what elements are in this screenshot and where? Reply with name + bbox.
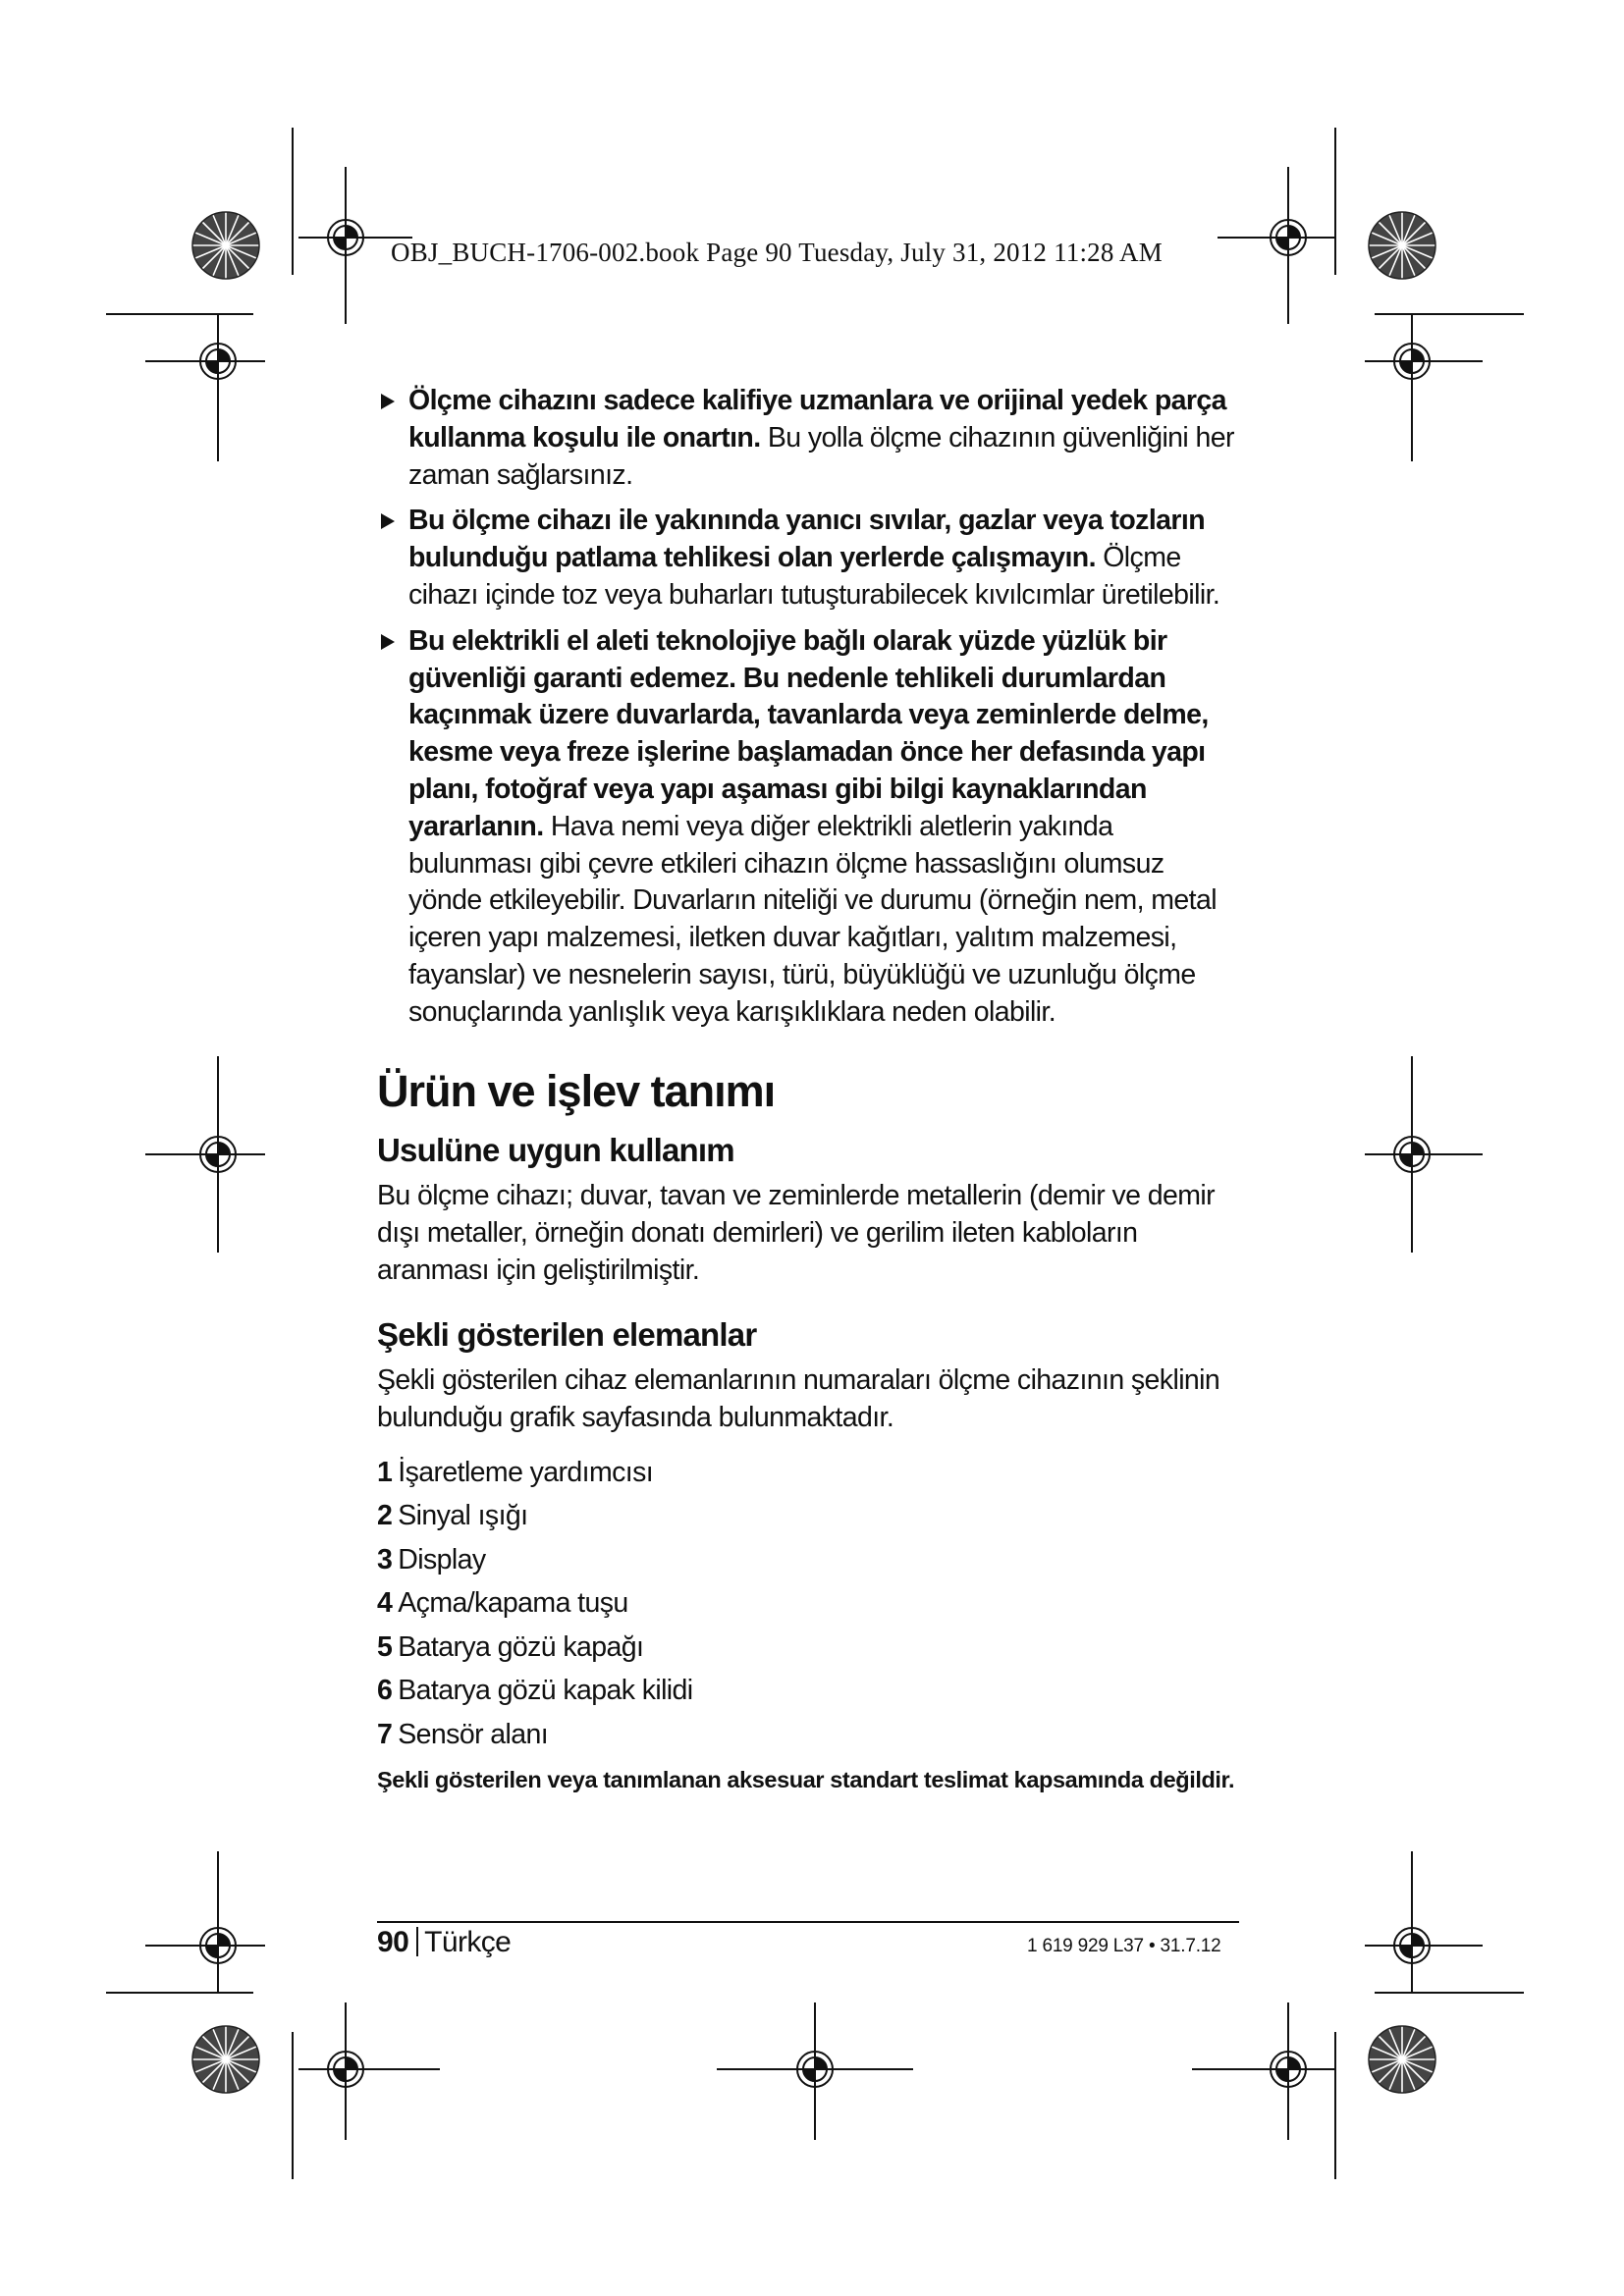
list-item: 7 Sensör alanı — [377, 1718, 549, 1750]
book-header-line: OBJ_BUCH-1706-002.book Page 90 Tuesday, July 31, 2012 11:28 AM — [391, 238, 1163, 267]
footer-separator — [416, 1927, 418, 1956]
list-item: 4 Açma/kapama tuşu — [377, 1587, 628, 1620]
triangle-bullet-icon — [381, 513, 395, 529]
list-item: 6 Batarya gözü kapak kilidi — [377, 1675, 693, 1707]
list-item: 3 Display — [377, 1543, 486, 1575]
components-list — [377, 1451, 1241, 1757]
components-heading: Şekli gösterilen elemanlar — [377, 1315, 757, 1353]
list-item: 2 Sinyal ışığı — [377, 1500, 528, 1532]
warning-normal-text: Bu yolla ölçme cihazının güvenliğini her zaman sağlarsınız. — [408, 421, 1234, 491]
footer-language: Türkçe — [424, 1926, 512, 1958]
footer-doc-code: 1 619 929 L37 • 31.7.12 — [1027, 1936, 1221, 1956]
section-title: Ürün ve işlev tanımı — [377, 1065, 776, 1116]
safety-warning-1 — [377, 383, 1241, 494]
components-intro: Şekli gösterilen cihaz elemanlarının numaraları ölçme cihazının şeklinin bulunduğu grafik sayfasında bulunmaktadır. — [377, 1364, 1220, 1433]
list-item: 1 İşaretleme yardımcısı — [377, 1456, 654, 1488]
triangle-bullet-icon — [381, 394, 395, 409]
footer-divider — [377, 1921, 1239, 1923]
warning-bold-text: Ölçme cihazını sadece kalifiye uzmanlara ve orijinal yedek parça kullanma koşulu ile onartın. — [408, 385, 1226, 454]
page-content — [377, 383, 1241, 1795]
warning-normal-text: Ölçme cihazı içinde toz veya buharları tutuşturabilecek kıvılcımlar üretilebilir. — [408, 542, 1220, 611]
triangle-bullet-icon — [381, 634, 395, 650]
warning-bold-text: Bu ölçme cihazı ile yakınında yanıcı sıvılar, gazlar veya tozların bulunduğu patlama tehlikesi olan yerlerde çalışmayın. — [408, 505, 1206, 574]
intended-use-heading: Usulüne uygun kullanım — [377, 1132, 734, 1169]
warning-normal-text: Hava nemi veya diğer elektrikli aletlerin yakında bulunması gibi çevre etkileri cihazın ölçme hassaslığını olumsuz yönde etkileyebilir. Duvarların niteliği ve durumu (örneğin nem, metal içeren yapı malzemesi, iletken duvar kağıtları, yalıtım malzemesi, fayanslar) ve nesnelerin sayısı, türü, büyüklüğü ve uzunluğu ölçme sonuçlarında yanlışlık veya karışıklıklara neden olabilir. — [408, 810, 1217, 1028]
safety-warning-2 — [377, 503, 1241, 614]
intended-use-text: Bu ölçme cihazı; duvar, tavan ve zeminlerde metallerin (demir ve demir dışı metaller, örneğin donatı demirleri) ve gerilim ileten kabloların aranması için geliştirilmiştir. — [377, 1180, 1215, 1286]
footer-page-info — [377, 1926, 511, 1959]
warning-bold-text: Bu elektrikli el aleti teknolojiye bağlı olarak yüzde yüzlük bir güvenliği garanti edemez. Bu nedenle tehlikeli durumlardan kaçınmak üzere duvarlarda, tavanlarda veya zeminlerde delme, kesme veya freze işlerine başlamadan önce her defasında yapı planı, fotoğraf veya yapı aşaması gibi bilgi kaynaklarından yararlanın. — [408, 624, 1209, 842]
safety-warning-3 — [377, 623, 1241, 1032]
page-number: 90 — [377, 1926, 409, 1958]
accessory-note: Şekli gösterilen veya tanımlanan aksesuar standart teslimat kapsamında değildir. — [377, 1767, 1235, 1793]
list-item: 5 Batarya gözü kapağı — [377, 1630, 644, 1663]
